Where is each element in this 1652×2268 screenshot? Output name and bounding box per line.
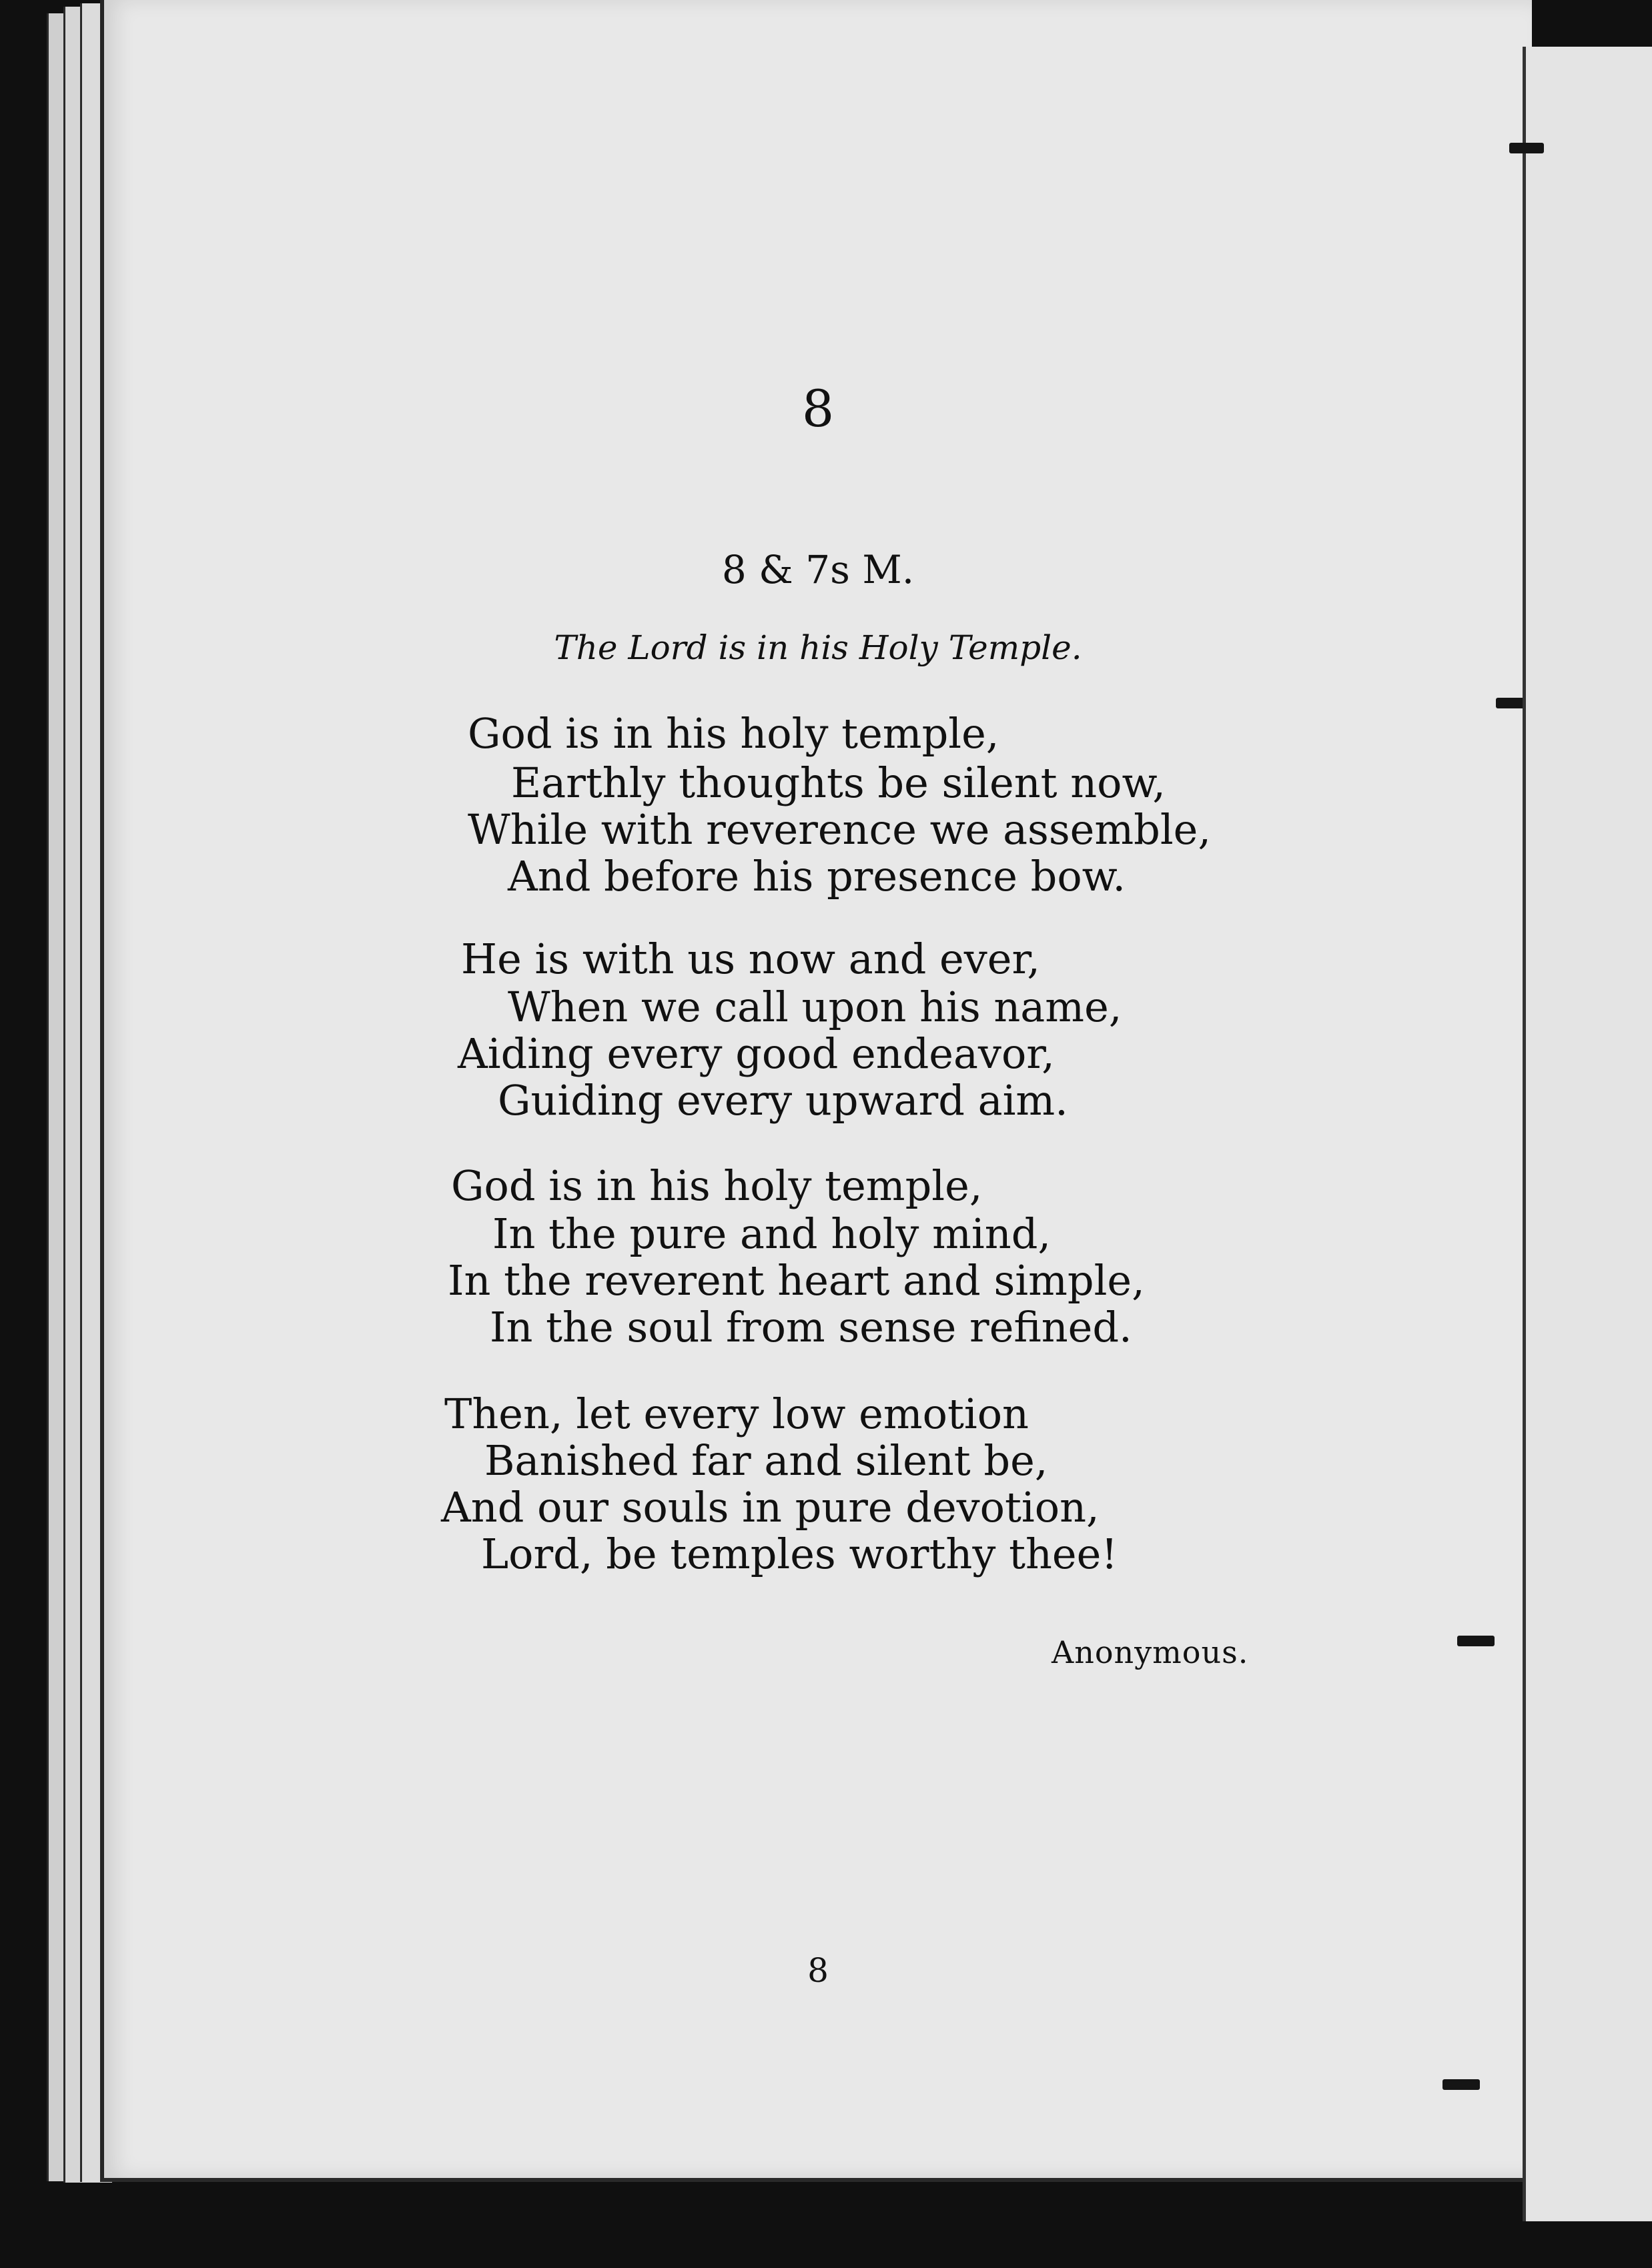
verse-line: When we call upon his name, xyxy=(508,983,1122,1031)
verse-line: Lord, be temples worthy thee! xyxy=(481,1530,1118,1578)
hymn-author: Anonymous. xyxy=(1052,1634,1249,1670)
verse-line: Aiding every good endeavor, xyxy=(458,1029,1055,1078)
verse-line: God is in his holy temple, xyxy=(451,1161,983,1210)
verse-line: Then, let every low emotion xyxy=(444,1389,1029,1438)
verse-line: In the soul from sense refined. xyxy=(490,1303,1132,1351)
verse-line: In the reverent heart and simple, xyxy=(448,1256,1145,1305)
hymn-number: 8 xyxy=(801,379,835,438)
verse-line: In the pure and holy mind, xyxy=(492,1209,1052,1258)
page-number: 8 xyxy=(807,1951,829,1990)
book-page xyxy=(100,0,1532,2182)
binding-stitch-mark xyxy=(1509,143,1544,153)
verse-line: He is with us now and ever, xyxy=(461,935,1040,983)
verse-line: While with reverence we assemble, xyxy=(468,805,1212,854)
binding-stitch-mark xyxy=(1457,1636,1495,1646)
binding-stitch-mark xyxy=(1442,2079,1480,2090)
facing-page-edge xyxy=(1523,47,1652,2221)
verse-line: God is in his holy temple, xyxy=(468,709,999,758)
hymn-meter: 8 & 7s M. xyxy=(721,547,915,592)
verse-line: And before his presence bow. xyxy=(508,852,1126,901)
verse-line: Earthly thoughts be silent now, xyxy=(511,758,1166,807)
verse-line: And our souls in pure devotion, xyxy=(441,1483,1100,1532)
verse-line: Banished far and silent be, xyxy=(484,1436,1048,1485)
verse-line: Guiding every upward aim. xyxy=(498,1076,1068,1125)
hymn-subtitle: The Lord is in his Holy Temple. xyxy=(554,628,1082,667)
